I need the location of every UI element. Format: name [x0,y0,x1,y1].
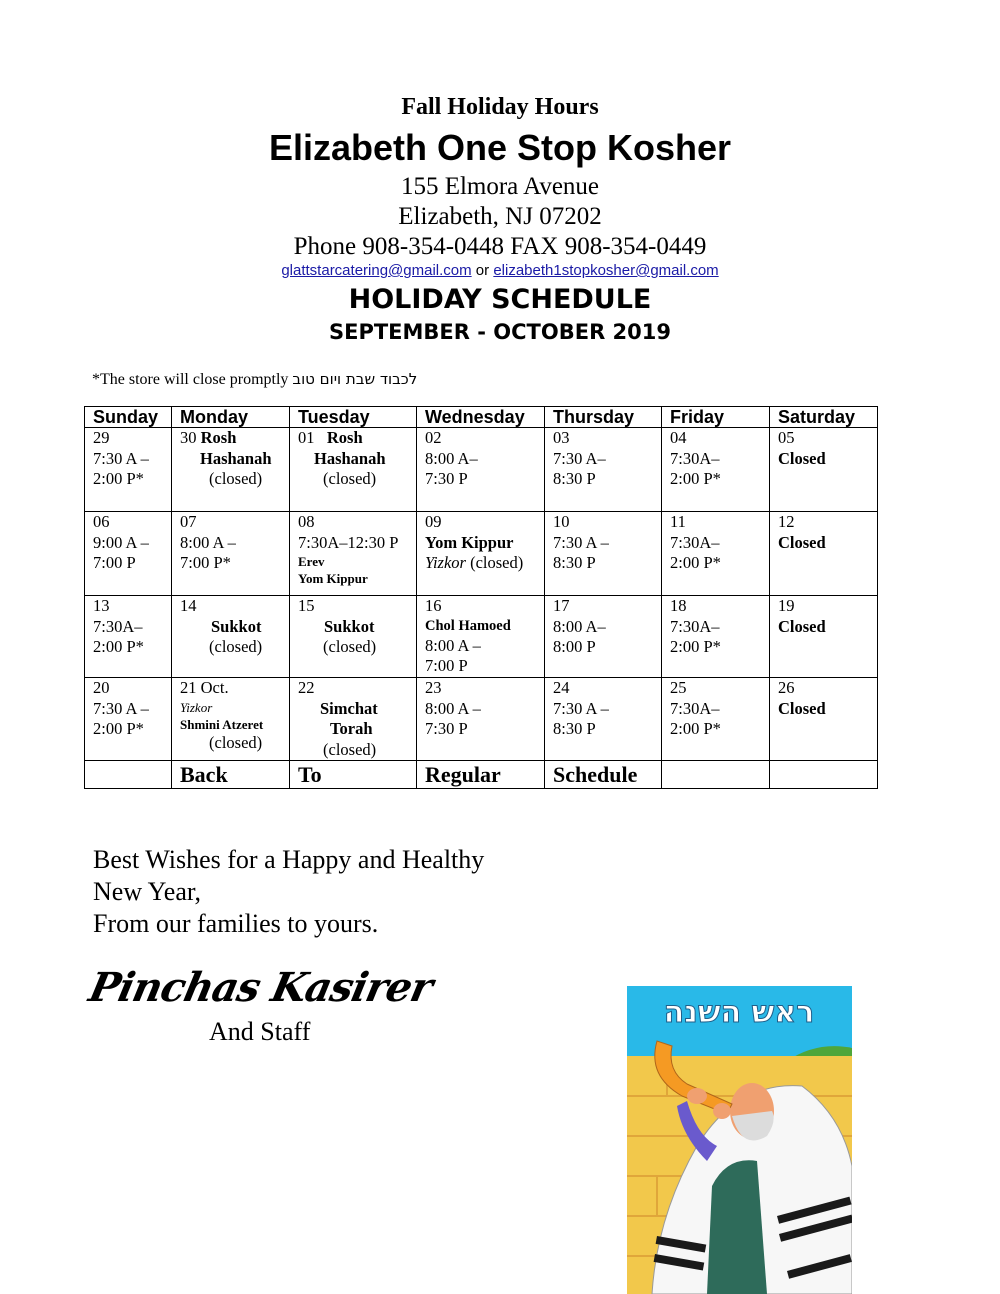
cell-hours: 8:30 P [553,469,596,488]
hand [713,1103,731,1119]
calendar-header-row [85,407,878,428]
day-tuesday: Tuesday [290,407,417,428]
wishes-line-1: Best Wishes for a Happy and Healthy [93,845,485,874]
cell-status: (closed) [209,732,263,752]
cell-hours: 9:00 A – [93,532,149,552]
cell-holiday: Sukkot [211,616,262,636]
day-thursday: Thursday [545,407,662,428]
cell-holiday: Hashanah [314,448,386,468]
calendar-cell [417,678,545,761]
cell-hours: 7:30A– [93,616,143,636]
cell-holiday: Simchat [320,698,378,718]
cell-hours: 7:30A– [670,448,720,468]
cell-hours: 7:30 A – [93,698,149,718]
cell-date: 26 [778,678,795,697]
cell-date: 05 [778,428,795,447]
cell-holiday: Shmini Atzeret [180,716,264,732]
footer-word: Back [172,761,290,789]
cell-date: 09 [425,512,442,531]
cell-hours: 8:00 P [553,637,596,656]
cell-hours: 2:00 P* [670,719,721,738]
cell-holiday: Hashanah [200,448,272,468]
cell-hours: 7:30A–12:30 P [298,532,399,552]
cell-date: 04 [670,428,687,447]
cell-date: 18 [670,596,687,615]
closing-note [92,370,417,389]
calendar-cell [290,596,417,678]
calendar-cell [85,596,172,678]
calendar-cell [545,428,662,512]
calendar-cell [417,428,545,512]
and-staff: And Staff [209,1017,311,1046]
calendar-week-row [85,678,878,761]
cell-date: 02 [425,428,442,447]
cell-note: Erev [298,554,325,569]
calendar-cell [85,761,172,789]
calendar-cell [770,428,878,512]
calendar-cell [662,761,770,789]
cell-hours: 7:00 P [93,553,136,572]
address-line-2: Elizabeth, NJ 07202 [398,203,602,230]
cell-hours: 7:30A– [670,532,720,552]
calendar-cell [85,428,172,512]
cell-yizkor: Yizkor [180,699,213,715]
cell-hours: 8:00 A– [553,616,606,636]
cell-status: (closed) [209,637,263,656]
hand [687,1088,707,1104]
cell-date: 25 [670,678,687,697]
cell-hours: 8:00 A – [425,635,481,655]
calendar-cell [290,428,417,512]
calendar-cell [172,596,290,678]
cell-status: Closed [778,532,826,552]
cell-hours: 8:00 A – [180,532,236,552]
signature: Pinchas Kasirer [85,964,437,1011]
calendar-cell [85,512,172,596]
subtitle: Fall Holiday Hours [401,94,599,120]
calendar-week-row [85,512,878,596]
cell-hours: 8:30 P [553,553,596,572]
cell-note: Yom Kippur [298,571,368,586]
closing-note-text: *The store will close promptly [92,371,293,388]
cell-date: 12 [778,512,795,531]
cell-hours: 2:00 P* [93,719,144,738]
cell-note: Chol Hamoed [425,617,511,634]
calendar-cell [545,678,662,761]
day-saturday: Saturday [770,407,878,428]
calendar-cell [770,596,878,678]
day-friday: Friday [662,407,770,428]
cell-hours: 8:00 A– [425,448,478,468]
cell-hours: 7:30 P [425,719,468,738]
cell-holiday: Torah [330,719,373,738]
cell-hours: 7:30A– [670,698,720,718]
address-line-1: 155 Elmora Avenue [400,173,600,200]
calendar-cell [662,512,770,596]
cell-date: 16 [425,596,442,615]
calendar-cell [290,678,417,761]
cell-date: 13 [93,596,110,615]
closing-note-hebrew: לכבוד שבת ויום טוב [292,370,418,388]
cell-date: 14 [180,596,197,615]
cell-date: 06 [93,512,110,531]
calendar-week-row [85,596,878,678]
calendar-footer-row [85,761,878,789]
footer-word: Schedule [545,761,662,789]
cell-hours: 7:30 A – [93,448,149,468]
cell-hours: 7:00 P* [180,553,231,572]
footer-word: To [290,761,417,789]
holiday-calendar [84,406,878,789]
calendar-cell [545,512,662,596]
email-link-1[interactable]: glattstarcatering@gmail.com [281,262,472,279]
cell-date: 17 [553,596,570,615]
cell-date: 11 [670,512,686,531]
calendar-cell [770,512,878,596]
cell-holiday: Rosh [326,428,363,447]
cell-hours: 7:30 A – [553,532,609,552]
cell-date: 21 Oct. [180,678,229,697]
cell-date: 22 [298,678,315,697]
cell-date: 10 [553,512,570,531]
cell-status: (closed) [323,469,377,488]
calendar-cell [290,512,417,596]
calendar-cell [172,512,290,596]
cell-hours: 8:00 A – [425,698,481,718]
email-separator: or [471,262,494,279]
calendar-cell [172,678,290,761]
cell-date: 07 [180,512,197,531]
cell-hours: 2:00 P* [93,637,144,656]
calendar-cell [770,678,878,761]
cell-hours: 7:30 A– [553,448,606,468]
cell-holiday: Sukkot [324,616,375,636]
cell-yizkor: Yizkor [425,553,466,572]
calendar-cell [662,678,770,761]
coat [707,1160,767,1294]
schedule-month: SEPTEMBER - OCTOBER 2019 [328,320,671,344]
cell-date: 20 [93,678,110,697]
cell-status: Closed [778,448,826,468]
cell-hours: 2:00 P* [670,637,721,656]
cell-date: 08 [298,512,315,531]
cell-hours: 8:30 P [553,719,596,738]
calendar-cell [417,596,545,678]
cell-date: 01 [298,428,315,447]
cell-date: 19 [778,596,795,615]
calendar-cell [662,428,770,512]
email-link-2[interactable]: elizabeth1stopkosher@gmail.com [493,262,719,279]
store-name: Elizabeth One Stop Kosher [268,127,732,168]
cell-status: (closed) [323,637,377,656]
calendar-cell [85,678,172,761]
day-monday: Monday [172,407,290,428]
rosh-hashanah-illustration [627,986,852,1294]
cell-holiday: Yom Kippur [425,532,514,552]
calendar-cell [172,428,290,512]
cell-date: 03 [553,428,570,447]
cell-hours: 7:30 P [425,469,468,488]
cell-hours: 2:00 P* [670,469,721,488]
cell-date: 24 [553,678,570,697]
cell-date: 30 [180,428,197,447]
calendar-cell [545,596,662,678]
cell-hours: 7:30 A – [553,698,609,718]
cell-hours: 2:00 P* [93,469,144,488]
cell-date: 15 [298,596,315,615]
cell-status: (closed) [209,469,263,488]
cell-date: 23 [425,678,442,697]
cell-status: Closed [778,698,826,718]
phone-fax: Phone 908-354-0448 FAX 908-354-0449 [293,233,707,260]
wishes-line-3: From our families to yours. [93,909,379,938]
wishes-line-2: New Year, [93,877,201,906]
cell-hours: 7:30A– [670,616,720,636]
footer-word: Regular [417,761,545,789]
email-line [0,262,1000,279]
day-sunday: Sunday [85,407,172,428]
cell-status: (closed) [323,739,377,759]
cell-hours: 7:00 P [425,656,468,675]
calendar-cell [770,761,878,789]
hebrew-title: ראש השנה [663,995,815,1030]
cell-status: Closed [778,616,826,636]
calendar-cell [417,512,545,596]
calendar-week-row [85,428,878,512]
calendar-cell [662,596,770,678]
day-wednesday: Wednesday [417,407,545,428]
shofar-illustration [627,986,852,1294]
cell-holiday: Rosh [200,428,237,447]
schedule-title: HOLIDAY SCHEDULE [348,284,652,315]
cell-hours: 2:00 P* [670,553,721,572]
cell-status: (closed) [465,553,524,572]
cell-date: 29 [93,428,110,447]
